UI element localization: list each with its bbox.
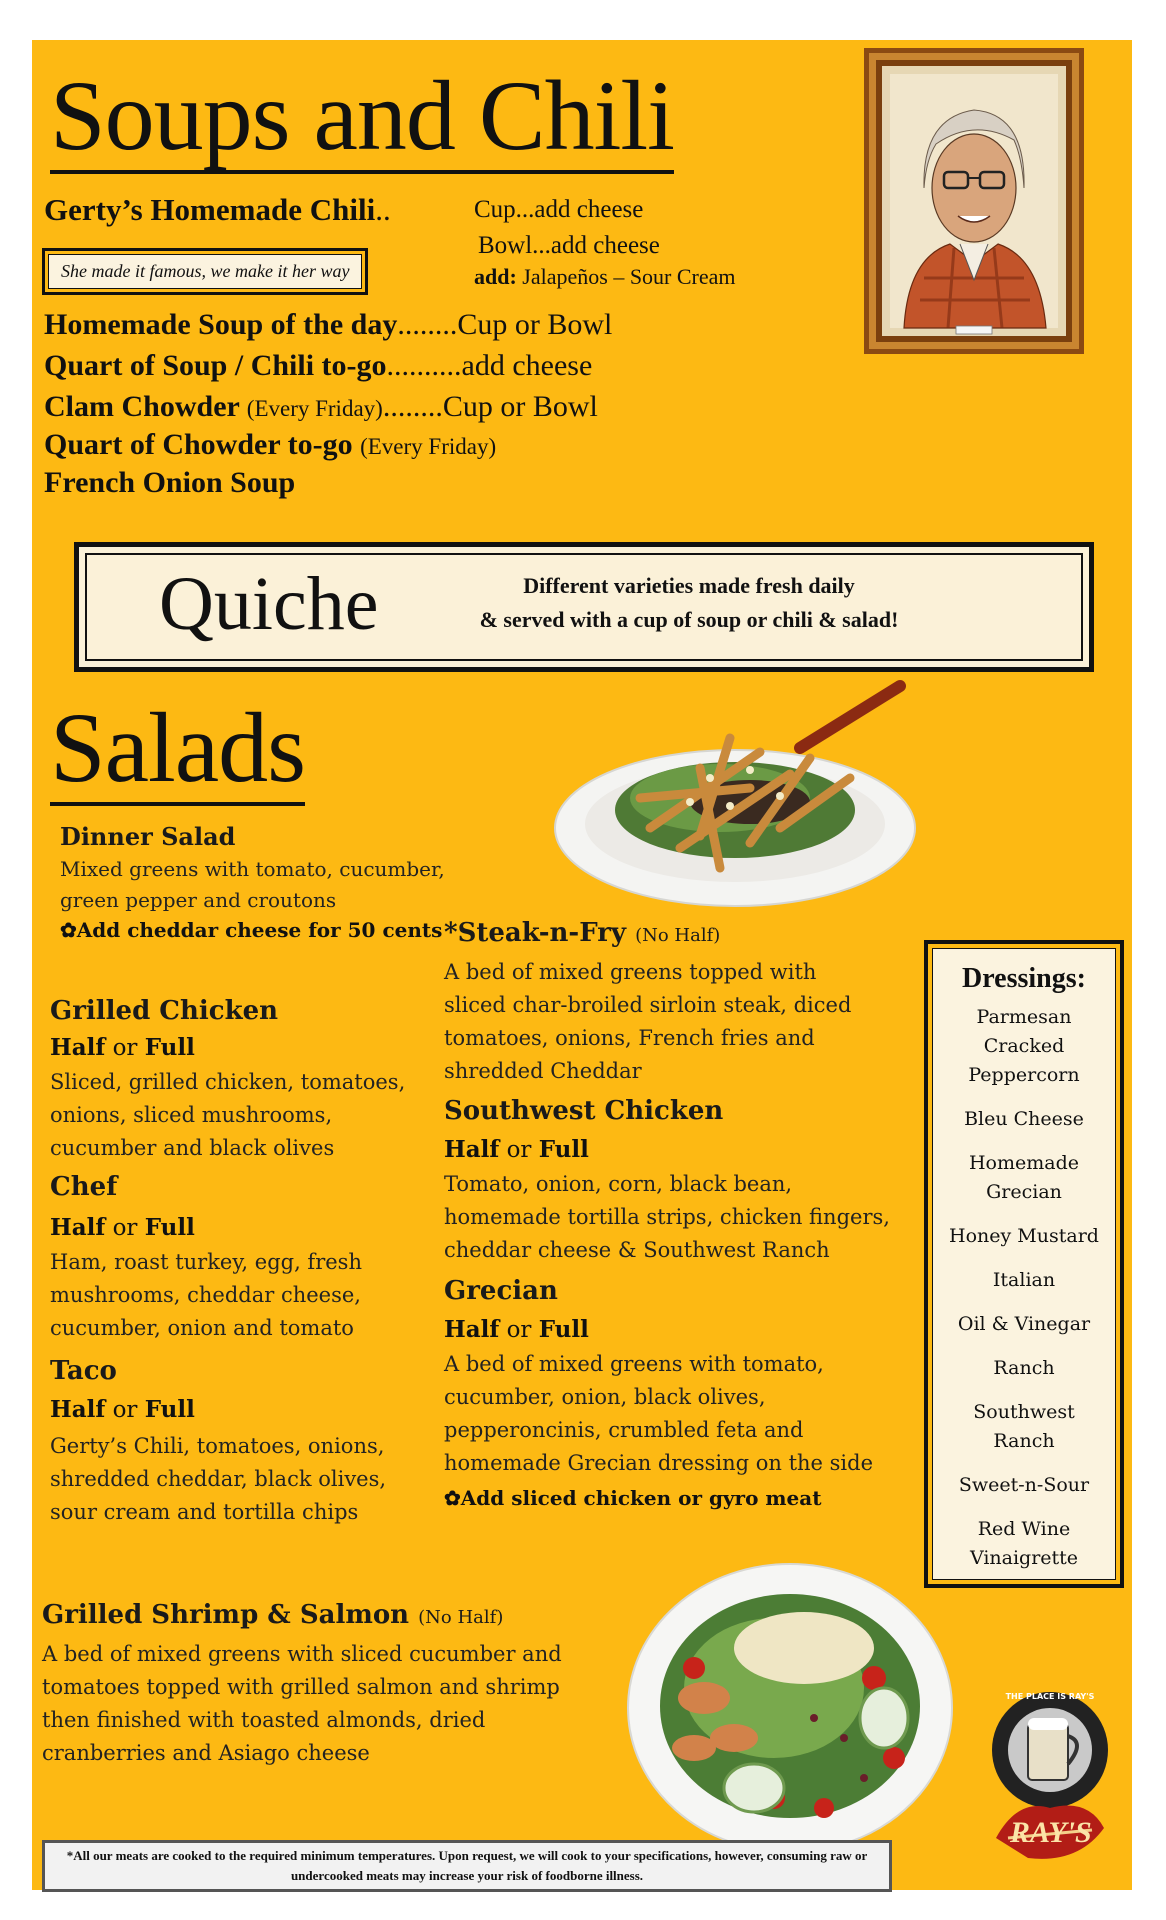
grecian-salad-desc: A bed of mixed greens with tomato, cucumber, onion, black olives, pepperoncinis, crumbled feta and homemade Grecian dressing on the side: [444, 1352, 874, 1475]
dressings-title: Dressings:: [962, 963, 1086, 994]
dressing-item: Homemade Grecian: [968, 1152, 1080, 1203]
dressing-item: Southwest Ranch: [973, 1401, 1075, 1452]
dressing-item: Bleu Cheese: [964, 1108, 1084, 1130]
pepper-icon: ✿: [60, 918, 77, 942]
chef-salad-size: Half or Full: [50, 1214, 195, 1241]
grecian-salad-addon: ✿Add sliced chicken or gyro meat: [444, 1486, 822, 1510]
portrait-frame: [864, 48, 1084, 354]
quiche-description: Different varieties made fresh daily & served with a cup of soup or chili & salad!: [479, 573, 899, 632]
dressing-item: Parmesan Cracked Peppercorn: [968, 1006, 1080, 1086]
rays-logo: [988, 1688, 1112, 1876]
chef-salad-name: Chef: [50, 1172, 118, 1202]
taco-salad-desc: Gerty’s Chili, tomatoes, onions, shredded cheddar, black olives, sour cream and tortilla chips: [50, 1434, 387, 1524]
chef-salad-desc: Ham, roast turkey, egg, fresh mushrooms, cheddar cheese, cucumber, onion and tomato: [50, 1250, 362, 1340]
logo-name: RAY'S: [1010, 1816, 1092, 1849]
soup-item-quart-chowder: Quart of Chowder to-go (Every Friday): [44, 428, 497, 461]
gerty-add-ons: add: Jalapeños – Sour Cream: [474, 264, 736, 289]
dressing-item: Red Wine Vinaigrette: [969, 1518, 1079, 1569]
taco-salad-name: Taco: [50, 1356, 117, 1386]
southwest-chicken-name: Southwest Chicken: [444, 1096, 724, 1126]
grilled-chicken-name: Grilled Chicken: [50, 996, 279, 1026]
gerty-cup-option: Cup...add cheese: [474, 196, 644, 223]
grecian-salad-size: Half or Full: [444, 1316, 589, 1343]
dinner-salad-name: Dinner Salad: [60, 822, 236, 851]
steak-n-fry-name: *Steak-n-Fry (No Half): [444, 918, 721, 948]
dressings-box: [924, 940, 1124, 1588]
steak-n-fry-desc: A bed of mixed greens topped with sliced char-broiled sirloin steak, diced tomatoes, onions, French fries and shredded Cheddar: [444, 960, 852, 1083]
dressing-item: Sweet-n-Sour: [958, 1474, 1090, 1496]
gerty-portrait: [864, 48, 1084, 354]
salad-photo: [624, 1558, 956, 1858]
food-safety-disclaimer: *All our meats are cooked to the required minimum temperatures. Upon request, we will cook to your specifications, however, consuming raw or undercooked meats may increase your risk of foodborne illness.: [42, 1840, 892, 1892]
salad-photo: [550, 678, 930, 918]
quiche-title: Quiche: [159, 562, 379, 646]
shrimp-salmon-name: Grilled Shrimp & Salmon (No Half): [42, 1600, 504, 1630]
southwest-chicken-size: Half or Full: [444, 1136, 589, 1163]
soups-title: Soups and Chili: [50, 66, 674, 174]
pepper-icon: ✿: [444, 1486, 461, 1510]
logo-arc-text: THE PLACE IS RAY'S: [1005, 1692, 1095, 1701]
taco-salad-size: Half or Full: [50, 1396, 195, 1423]
dressing-item: Oil & Vinegar: [957, 1313, 1091, 1335]
grecian-salad-name: Grecian: [444, 1276, 558, 1306]
soup-item-soup-of-day: Homemade Soup of the day........Cup or Bowl: [44, 308, 613, 341]
soup-item-quart-soup: Quart of Soup / Chili to-go..........add cheese: [44, 349, 593, 382]
dinner-salad-desc: Mixed greens with tomato, cucumber, green pepper and croutons: [60, 857, 445, 912]
dressing-item: Italian: [992, 1269, 1056, 1291]
dressing-item: Honey Mustard: [949, 1225, 1099, 1247]
southwest-chicken-desc: Tomato, onion, corn, black bean, homemade tortilla strips, chicken fingers, cheddar cheese & Southwest Ranch: [444, 1172, 890, 1262]
shrimp-salmon-desc: A bed of mixed greens with sliced cucumber and tomatoes topped with grilled salmon and shrimp then finished with toasted almonds, dried cranberries and Asiago cheese: [42, 1642, 562, 1765]
menu-page: [32, 40, 1132, 1890]
grilled-chicken-desc: Sliced, grilled chicken, tomatoes, onions, sliced mushrooms, cucumber and black olives: [50, 1070, 406, 1160]
soup-item-clam-chowder: Clam Chowder (Every Friday)........Cup or Bowl: [44, 390, 598, 423]
grilled-chicken-size: Half or Full: [50, 1034, 195, 1061]
soup-item-french-onion: French Onion Soup: [44, 466, 296, 499]
gerty-chili-name: Gerty’s Homemade Chili..: [44, 192, 391, 227]
gerty-tagline: She made it famous, we make it her way: [48, 254, 362, 289]
gerty-bowl-option: Bowl...add cheese: [478, 232, 660, 259]
gerty-tagline-box: [42, 248, 368, 295]
salads-title: Salads: [50, 698, 305, 806]
dinner-salad-addon: ✿Add cheddar cheese for 50 cents: [60, 918, 443, 942]
dressing-item: Ranch: [993, 1357, 1055, 1379]
quiche-box: [74, 542, 1094, 672]
dressings-list: [933, 1003, 1115, 1573]
